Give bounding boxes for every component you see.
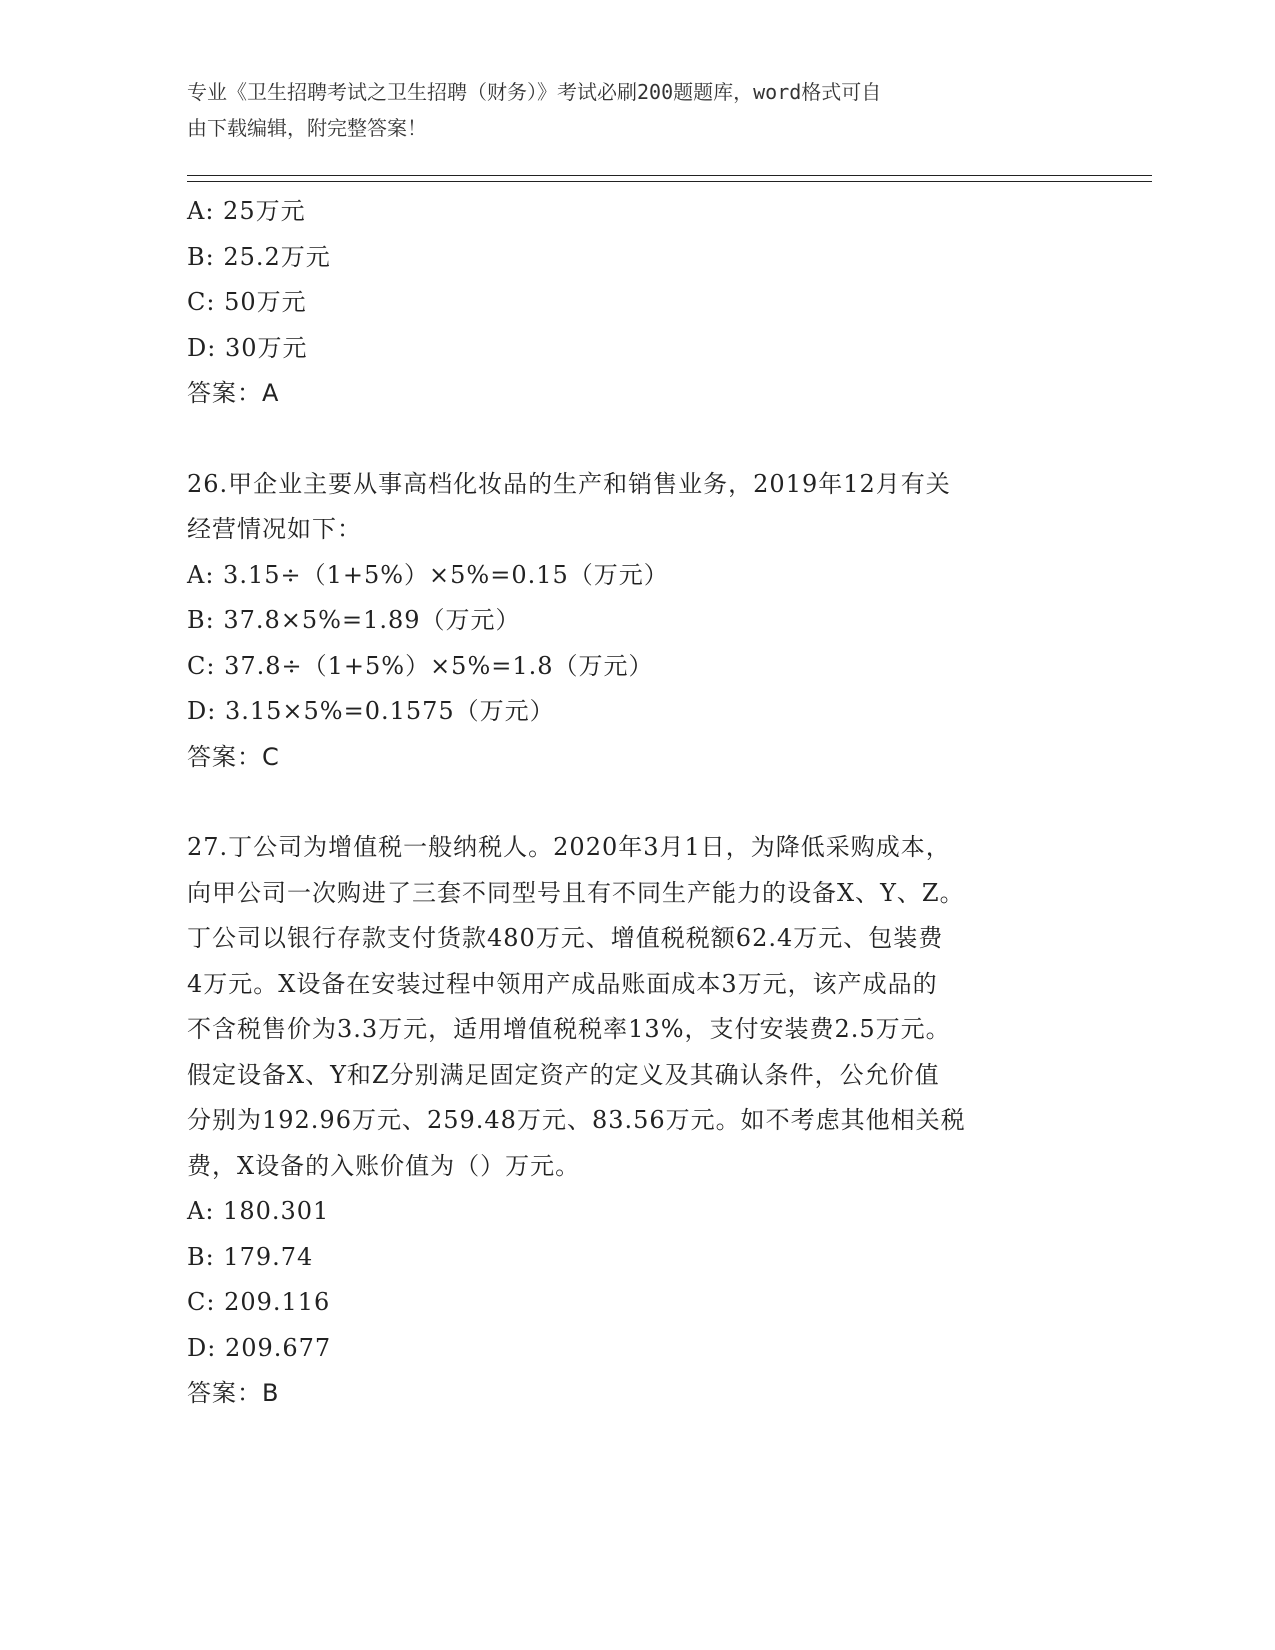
question-stem-line: 假定设备X、Y和Z分别满足固定资产的定义及其确认条件，公允价值 [187, 1060, 940, 1089]
header-rule-bottom [187, 181, 1152, 182]
question-stem-line: 4万元。X设备在安装过程中领用产成品账面成本3万元，该产成品的 [187, 969, 938, 998]
option-a: A: 3.15÷（1+5%）×5%=0.15（万元） [187, 560, 669, 589]
question-stem-line: 向甲公司一次购进了三套不同型号且有不同生产能力的设备X、Y、Z。 [187, 878, 965, 907]
question-block-25 [187, 189, 1067, 417]
question-block-26 [187, 462, 1067, 781]
question-stem-line: 26.甲企业主要从事高档化妆品的生产和销售业务，2019年12月有关 [187, 469, 951, 498]
question-block-27 [187, 825, 1067, 1417]
option-d: D: 30万元 [187, 333, 308, 362]
option-d: D: 209.677 [187, 1333, 332, 1362]
option-b: B: 25.2万元 [187, 242, 331, 271]
question-stem-line: 不含税售价为3.3万元，适用增值税税率13%，支付安装费2.5万元。 [187, 1015, 951, 1043]
question-stem-line: 分别为192.96万元、259.48万元、83.56万元。如不考虑其他相关税 [187, 1106, 966, 1134]
option-b: B: 37.8×5%=1.89（万元） [187, 606, 521, 634]
option-c: C: 209.116 [187, 1288, 331, 1316]
document-header [187, 74, 1087, 146]
header-rule-top [187, 175, 1152, 176]
option-c: C: 50万元 [187, 288, 307, 316]
question-stem-line: 经营情况如下： [187, 515, 362, 543]
header-line-1: 专业《卫生招聘考试之卫生招聘（财务）》考试必刷200题题库，word格式可自 [187, 80, 882, 104]
question-list [187, 189, 1067, 1462]
question-stem-line: 费，X设备的入账价值为（）万元。 [187, 1151, 581, 1180]
answer-label: 答案：A [187, 379, 280, 407]
question-stem-line: 丁公司以银行存款支付货款480万元、增值税税额62.4万元、包装费 [187, 924, 944, 952]
answer-label: 答案：B [187, 1379, 280, 1407]
option-a: A: 25万元 [187, 197, 306, 225]
option-b: B: 179.74 [187, 1242, 314, 1271]
option-d: D: 3.15×5%=0.1575（万元） [187, 697, 555, 725]
question-stem-line: 27.丁公司为增值税一般纳税人。2020年3月1日，为降低采购成本， [187, 833, 951, 861]
answer-label: 答案：C [187, 742, 280, 771]
option-c: C: 37.8÷（1+5%）×5%=1.8（万元） [187, 651, 654, 680]
header-line-2: 由下载编辑，附完整答案！ [187, 116, 427, 140]
option-a: A: 180.301 [187, 1197, 330, 1225]
